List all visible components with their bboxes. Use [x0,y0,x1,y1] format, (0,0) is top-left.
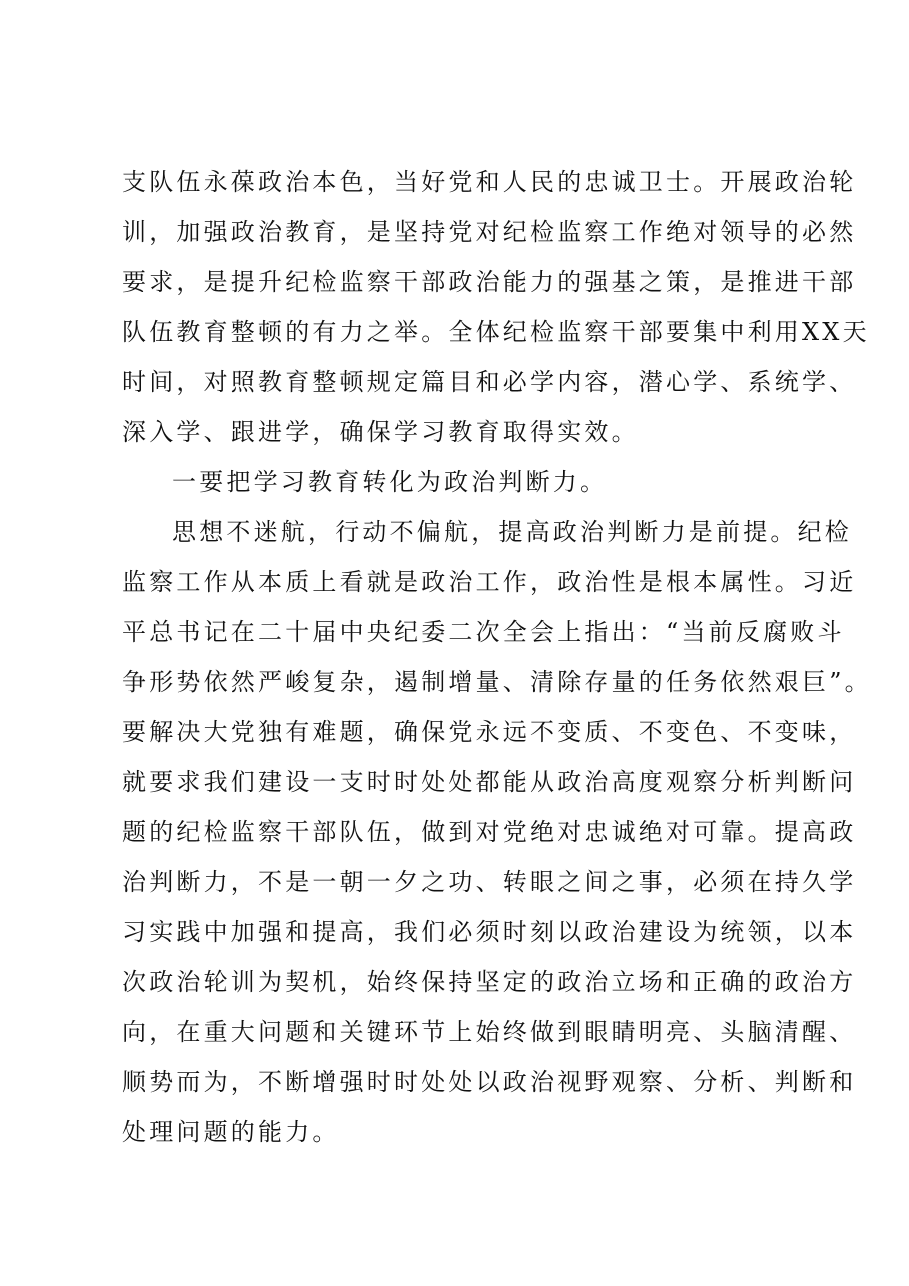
section-heading: 一要把学习教育转化为政治判断力。 [172,468,608,496]
paragraph-2-line-12: 顺势而为，不断增强时时处处以政治视野观察、分析、判断和 [122,1068,857,1096]
paragraph-2-line-1: 思想不迷航，行动不偏航，提高政治判断力是前提。纪检 [172,518,852,546]
paragraph-2-line-4: 争形势依然严峻复杂，遏制增量、清除存量的任务依然艰巨”。 [122,668,872,696]
paragraph-2-line-9: 习实践中加强和提高，我们必须时刻以政治建设为统领，以本 [122,918,857,946]
paragraph-1-line-5: 时间，对照教育整顿规定篇目和必学内容，潜心学、系统学、 [122,368,857,396]
paragraph-2-line-8: 治判断力，不是一朝一夕之功、转眼之间之事，必须在持久学 [122,868,857,896]
paragraph-1-line-4: 队伍教育整顿的有力之举。全体纪检监察干部要集中利用XX天 [122,318,870,346]
paragraph-2-line-11: 向，在重大问题和关键环节上始终做到眼睛明亮、头脑清醒、 [122,1018,857,1046]
paragraph-2-line-13: 处理问题的能力。 [122,1118,340,1146]
paragraph-1-line-6: 深入学、跟进学，确保学习教育取得实效。 [122,418,639,446]
paragraph-2-line-3: 平总书记在二十届中央纪委二次全会上指出：“当前反腐败斗 [122,618,845,646]
paragraph-1-line-2: 训，加强政治教育，是坚持党对纪检监察工作绝对领导的必然 [122,218,857,246]
paragraph-2-line-2: 监察工作从本质上看就是政治工作，政治性是根本属性。习近 [122,568,857,596]
paragraph-1-line-3: 要求，是提升纪检监察干部政治能力的强基之策，是推进干部 [122,268,857,296]
paragraph-2-line-5: 要解决大党独有难题，确保党永远不变质、不变色、不变味， [122,718,857,746]
paragraph-2-line-10: 次政治轮训为契机，始终保持坚定的政治立场和正确的政治方 [122,968,857,996]
paragraph-1-line-1: 支队伍永葆政治本色，当好党和人民的忠诚卫士。开展政治轮 [122,168,857,196]
paragraph-2-line-6: 就要求我们建设一支时时处处都能从政治高度观察分析判断问 [122,768,857,796]
paragraph-2-line-7: 题的纪检监察干部队伍，做到对党绝对忠诚绝对可靠。提高政 [122,818,857,846]
